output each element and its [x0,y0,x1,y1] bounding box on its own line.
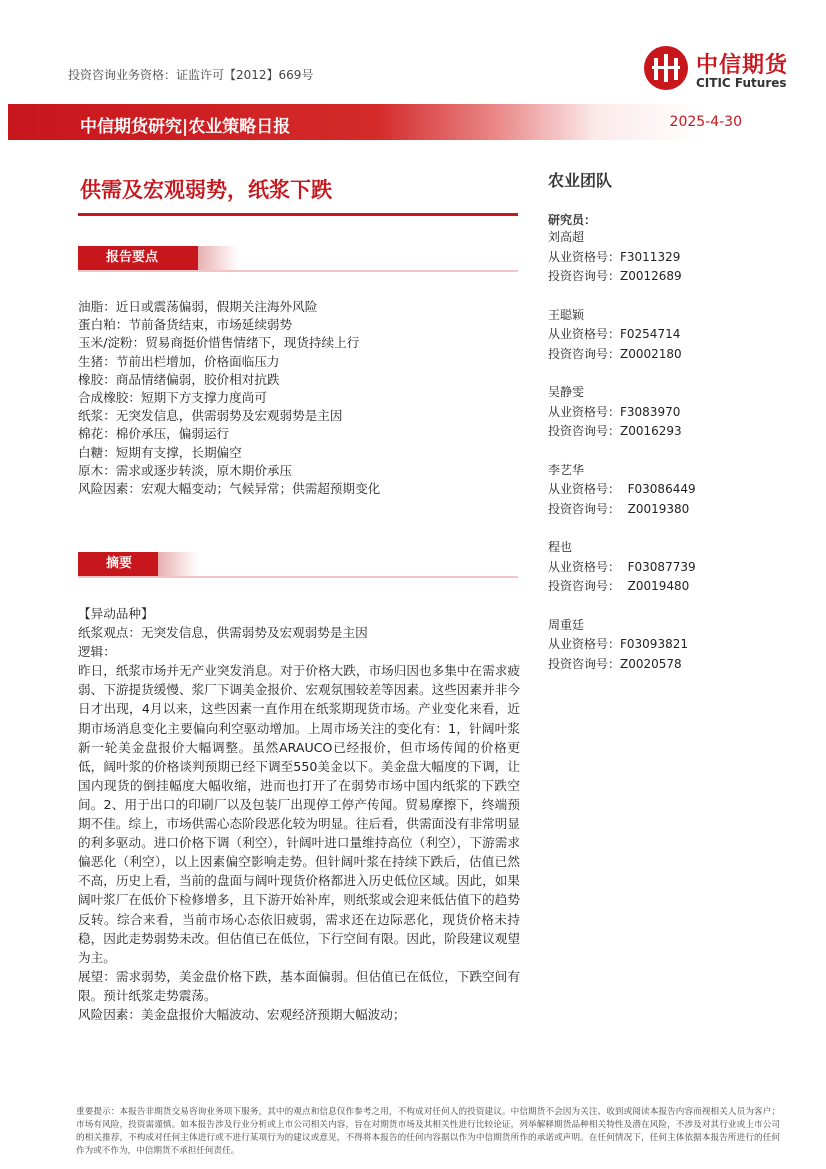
point-item: 玉米/淀粉：贸易商挺价惜售情绪下，现货持续上行 [78,335,360,351]
analyst-cert: 从业资格号：F03093821 [548,637,688,651]
point-item: 风险因素：宏观大幅变动；气候异常；供需超预期变化 [78,481,381,497]
point-item: 原木：需求或逐步转淡，原木期价承压 [78,462,293,478]
logo-english-name: CITIC Futures [696,76,787,90]
point-item: 油脂：近日或震荡偏弱，假期关注海外风险 [78,299,318,314]
analyst-consult: 投资咨询号：Z0020578 [548,656,682,671]
point-item: 棉花：棉价承压，偏弱运行 [78,426,230,442]
analyst-consult: 投资咨询号：Z0012689 [548,269,682,283]
researchers-label: 研究员： [548,213,597,227]
report-points-tab [78,246,518,270]
outlook-paragraph: 展望：需求弱势，美金盘价格下跌，基本面偏弱。但估值已在低位，下跌空间有限。预计纸浆走势震荡。 [78,968,520,1003]
analyst-name: 王聪颖 [548,307,585,322]
analyst-card [548,228,778,287]
banner-title: 中信期货研究|农业策略日报 [80,117,291,137]
analyst-card [548,461,778,520]
team-title: 农业团队 [548,171,613,190]
point-item: 橡胶：商品情绪偏弱，胶价相对抗跌 [78,371,280,387]
logic-paragraph: 昨日，纸浆市场并无产业突发消息。对于价格大跌，市场归因也多集中在需求疲弱、下游提货缓慢、浆厂下调美金报价、宏观氛围较差等因素。这些因素并非今日才出现，4月以来，这些因素一直作用在纸浆期现货市场。产业变化来看，近期市场消息变化主要偏向利空驱动增加。上周市场关注的变化有：1，针阔叶浆新一轮美金盘报价大幅调整。虽然ARAUCO已经报价，但市场传闻的价格更低，阔叶浆的价格谈判预期已经下调至550美金以下。美金盘大幅度的下调，让国内现货的倒挂幅度大幅收缩，进而也打开了在弱势市场中国内纸浆的下跌空间。2、用于出口的印刷厂以及包装厂出现停工停产传闻。贸易摩擦下，终端预期不佳。综上，市场供需心态阶段恶化较为明显。往后看，供需面没有非常明显的利多驱动。进口价格下调（利空），针阔叶进口量维持高位（利空），下游需求偏恶化（利空），以上因素偏空影响走势。但针阔叶浆在持续下跌后，估值已然不高，历史上看，当前的盘面与阔叶现货价格都进入历史低位区域。因此，如果阔叶浆厂在低价下检修增多，且下游开始补库，则纸浆或会迎来低估值下的趋势反转。综合来看，当前市场心态依旧疲弱，需求还在边际恶化，现货价格未持稳，因此走势弱势未改。但估值已在低位，下行空间有限。因此，阶段建议观望为主。 [78,663,520,965]
analyst-card [548,306,778,365]
analyst-name: 周重廷 [548,617,585,632]
analyst-consult: 投资咨询号：Z0002180 [548,346,682,361]
summary-tab [78,552,518,576]
analyst-cert: 从业资格号：F3083970 [548,404,681,419]
license-text: 投资咨询业务资格：证监许可【2012】669号 [68,68,314,82]
point-item: 白糖：短期有支撑，长期偏空 [78,444,242,460]
report-points-list [78,298,518,498]
summary-heading: 摘要 [78,552,158,576]
analyst-card [548,538,778,597]
analyst-name: 刘高超 [548,230,585,244]
point-item: 纸浆：无突发信息，供需弱势及宏观弱势是主因 [78,408,343,424]
analyst-cert: 从业资格号： F03086449 [548,482,696,496]
point-item: 合成橡胶：短期下方支撑力度尚可 [78,390,267,406]
analyst-name: 李艺华 [548,462,585,477]
logo-chinese-name: 中信期货 [696,53,789,78]
citic-futures-logo [644,44,804,100]
analyst-cert: 从业资格号： F03087739 [548,559,696,574]
logic-label: 逻辑： [78,644,116,660]
analyst-name: 程也 [548,540,573,554]
report-banner [8,104,826,140]
analyst-name: 吴静雯 [548,385,585,399]
risk-paragraph: 风险因素：美金盘报价大幅波动、宏观经济预期大幅波动； [78,1006,406,1022]
analyst-card [548,616,778,675]
citic-logo-icon [644,46,688,90]
analyst-consult: 投资咨询号：Z0016293 [548,424,682,438]
analyst-cert: 从业资格号：F0254714 [548,327,681,341]
summary-body [78,604,520,1024]
analyst-card [548,383,778,442]
point-item: 生猪：节前出栏增加，价格面临压力 [78,353,280,369]
summary-view: 纸浆观点：无突发信息，供需弱势及宏观弱势是主因 [78,625,368,641]
summary-tag: 【异动品种】 [78,606,154,621]
point-item: 蛋白粕：节前备货结束，市场延续弱势 [78,317,293,333]
disclaimer: 重要提示：本报告非期货交易咨询业务项下服务，其中的观点和信息仅作参考之用，不构成对任何人的投资建议。中信期货不会因为关注、收到或阅读本报告内容而视相关人员为客户；市场有风险，投资需谨慎。如本报告涉及行业分析或上市公司相关内容，旨在对期货市场及其相关性进行比较论证，列举解释期货品种相关特性及潜在风险，不涉及对其行业或上市公司的相关推荐，不构成对任何主体进行或不进行某项行为的建议或意见，不得将本报告的任何内容据以作为中信期货所作的承诺或声明。在任何情况下，任何主体依据本报告所进行的任何作为或不作为，中信期货不承担任何责任。 [76,1107,780,1157]
title-divider [78,213,518,216]
report-date: 2025-4-30 [669,114,742,130]
report-points-heading: 报告要点 [78,246,198,270]
page-title: 供需及宏观弱势，纸浆下跌 [80,178,332,202]
analyst-consult: 投资咨询号： Z0019380 [548,501,690,516]
team-sidebar [548,168,778,674]
analyst-cert: 从业资格号：F3011329 [548,249,681,264]
analyst-consult: 投资咨询号： Z0019480 [548,579,690,593]
